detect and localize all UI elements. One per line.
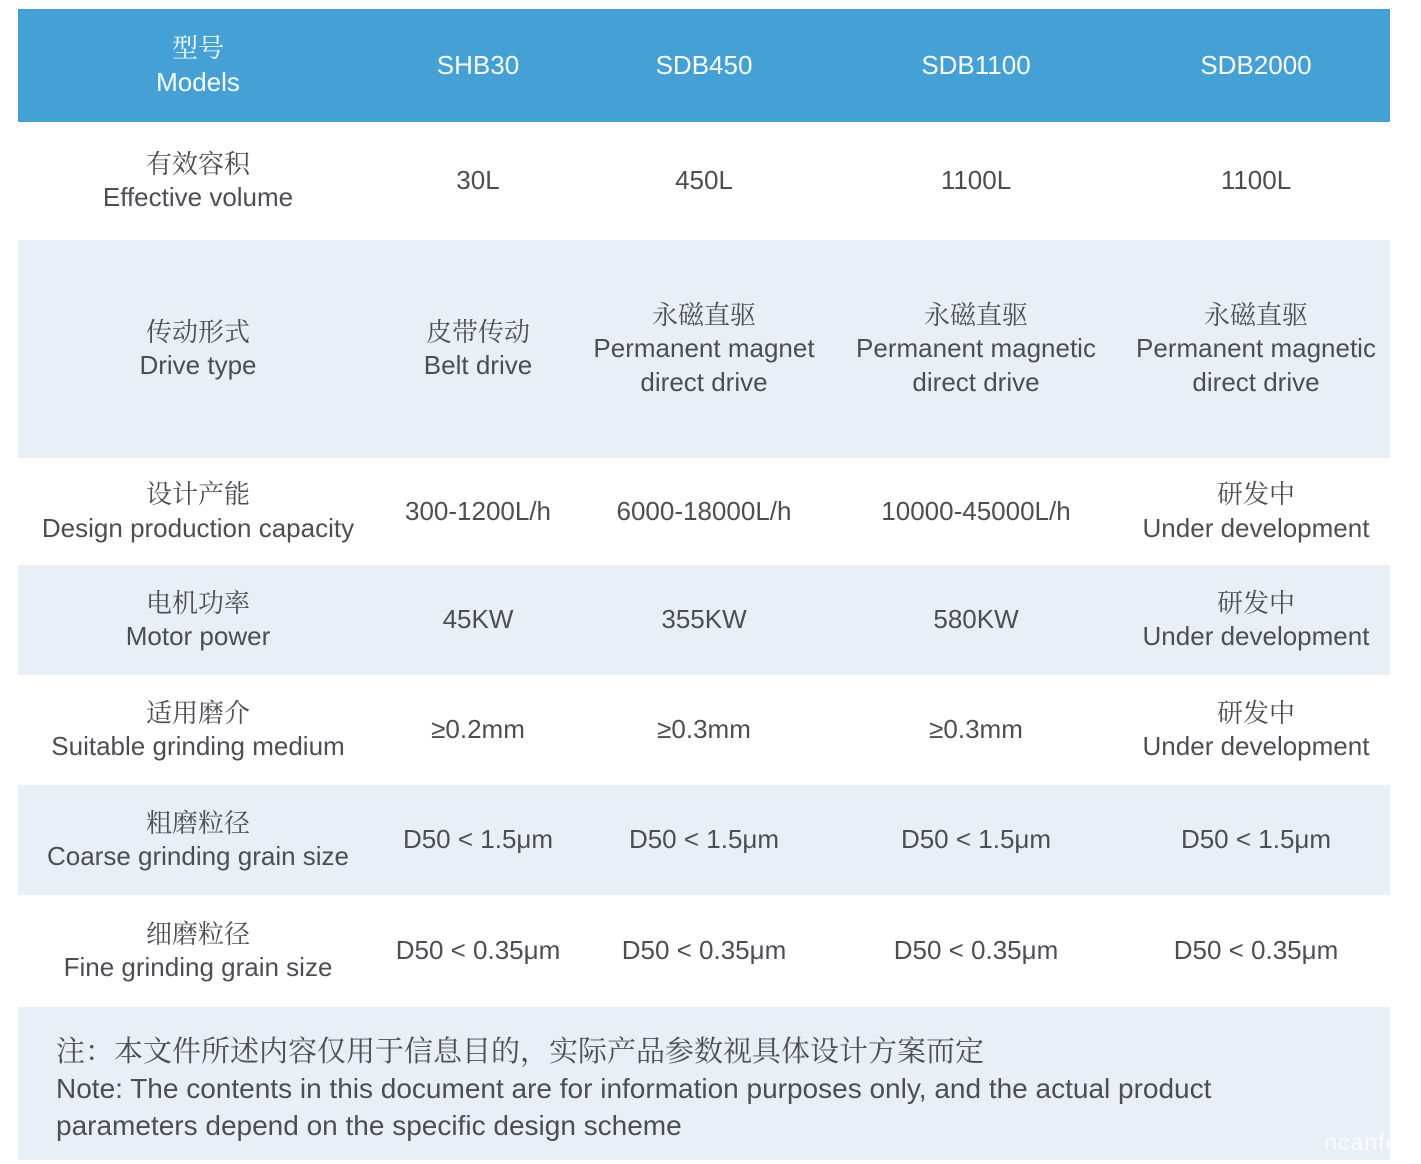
cell-line: D50 < 0.35μm bbox=[395, 935, 561, 966]
cell-value bbox=[830, 240, 1122, 458]
models-header-cell bbox=[18, 9, 378, 122]
row-label-zh: 设计产能 bbox=[145, 479, 250, 510]
table-row-motor-power bbox=[18, 565, 1390, 675]
model-name: SDB2000 bbox=[1200, 49, 1312, 80]
row-label bbox=[18, 565, 378, 675]
cell-value bbox=[1122, 675, 1390, 785]
cell-line: Permanent magnetic direct drive bbox=[856, 333, 1096, 397]
cell-line: 355KW bbox=[661, 604, 747, 635]
cell-line: ≥0.3mm bbox=[657, 714, 751, 745]
models-header-en: Models bbox=[156, 66, 240, 97]
cell-line: 皮带传动 bbox=[425, 316, 530, 347]
row-label-en: Effective volume bbox=[102, 182, 294, 212]
cell-value bbox=[578, 565, 830, 675]
table-row-effective-volume bbox=[18, 122, 1390, 240]
row-label-en: Suitable grinding medium bbox=[51, 731, 345, 761]
cell-line: Under development bbox=[1142, 731, 1370, 761]
cell-value bbox=[1122, 565, 1390, 675]
cell-value bbox=[830, 785, 1122, 895]
row-label bbox=[18, 122, 378, 240]
cell-line: Belt drive bbox=[423, 350, 533, 380]
cell-value bbox=[378, 458, 578, 565]
cell-line: 1100L bbox=[940, 165, 1012, 196]
row-label-en: Fine grinding grain size bbox=[63, 952, 333, 982]
cell-value bbox=[1122, 458, 1390, 565]
cell-value bbox=[378, 895, 578, 1007]
cell-line: 研发中 bbox=[1216, 697, 1295, 728]
models-header-zh: 型号 bbox=[171, 33, 224, 64]
cell-line: 10000-45000L/h bbox=[881, 495, 1071, 526]
model-name: SDB1100 bbox=[921, 49, 1031, 80]
cell-value bbox=[578, 895, 830, 1007]
row-label-zh: 粗磨粒径 bbox=[145, 807, 250, 838]
cell-line: 永磁直驱 bbox=[1203, 300, 1308, 331]
model-name: SDB450 bbox=[655, 49, 753, 80]
row-label-zh: 电机功率 bbox=[145, 587, 250, 618]
cell-line: D50 < 1.5μm bbox=[1180, 824, 1332, 855]
cell-line: 45KW bbox=[442, 604, 514, 635]
cell-value bbox=[1122, 122, 1390, 240]
cell-value bbox=[830, 675, 1122, 785]
row-label bbox=[18, 785, 378, 895]
cell-line: 6000-18000L/h bbox=[616, 495, 792, 526]
note-text-en: Note: The contents in this document are for information purposes only, and the actual product parameters depend on the specific design scheme bbox=[56, 1073, 1212, 1142]
note-band bbox=[18, 1007, 1398, 1160]
cell-value bbox=[378, 240, 578, 458]
cell-value bbox=[578, 675, 830, 785]
cell-line: D50 < 1.5μm bbox=[402, 824, 554, 855]
spec-table bbox=[18, 9, 1398, 1160]
cell-line: 研发中 bbox=[1216, 479, 1295, 510]
cell-line: 30L bbox=[456, 165, 500, 196]
row-label-en: Coarse grinding grain size bbox=[46, 841, 350, 871]
cell-line: D50 < 0.35μm bbox=[621, 935, 787, 966]
table-row-coarse-grain bbox=[18, 785, 1390, 895]
watermark: ncanfc bbox=[1324, 1129, 1398, 1155]
cell-line: Permanent magnet direct drive bbox=[593, 333, 815, 397]
cell-line: ≥0.2mm bbox=[431, 714, 525, 745]
row-label bbox=[18, 675, 378, 785]
cell-line: 1100L bbox=[1220, 165, 1292, 196]
cell-line: 450L bbox=[675, 165, 733, 196]
cell-value bbox=[378, 565, 578, 675]
table-header-row bbox=[18, 9, 1390, 122]
cell-value bbox=[1122, 895, 1390, 1007]
cell-line: Under development bbox=[1142, 512, 1370, 543]
cell-value bbox=[1122, 240, 1390, 458]
table-row-drive-type bbox=[18, 240, 1390, 458]
cell-line: Under development bbox=[1142, 621, 1370, 651]
cell-value bbox=[830, 458, 1122, 565]
row-label bbox=[18, 240, 378, 458]
cell-line: D50 < 0.35μm bbox=[1173, 935, 1339, 966]
cell-line: 永磁直驱 bbox=[923, 300, 1028, 331]
row-label-en: Motor power bbox=[125, 621, 271, 651]
cell-line: 研发中 bbox=[1216, 587, 1295, 618]
cell-line: 580KW bbox=[933, 604, 1019, 635]
cell-line: ≥0.3mm bbox=[929, 714, 1023, 745]
model-header-sdb450 bbox=[578, 9, 830, 122]
model-header-sdb1100 bbox=[830, 9, 1122, 122]
cell-line: 300-1200L/h bbox=[404, 495, 552, 526]
cell-value bbox=[830, 565, 1122, 675]
row-label bbox=[18, 895, 378, 1007]
note-text-zh: 注：本文件所述内容仅用于信息目的，实际产品参数视具体设计方案而定 bbox=[56, 1036, 985, 1068]
model-header-sdb2000 bbox=[1122, 9, 1390, 122]
cell-value bbox=[830, 122, 1122, 240]
cell-value bbox=[578, 240, 830, 458]
row-label-en: Design production capacity bbox=[41, 512, 355, 543]
row-label bbox=[18, 458, 378, 565]
row-label-zh: 有效容积 bbox=[145, 148, 250, 179]
cell-value bbox=[378, 785, 578, 895]
row-label-zh: 细磨粒径 bbox=[145, 918, 250, 949]
cell-line: D50 < 1.5μm bbox=[900, 824, 1052, 855]
cell-value bbox=[578, 458, 830, 565]
cell-value bbox=[378, 122, 578, 240]
table-row-design-capacity bbox=[18, 458, 1390, 565]
model-header-shb30 bbox=[378, 9, 578, 122]
cell-value bbox=[578, 122, 830, 240]
cell-line: 永磁直驱 bbox=[651, 300, 756, 331]
row-label-en: Drive type bbox=[139, 350, 257, 380]
row-label-zh: 适用磨介 bbox=[145, 697, 250, 728]
table-row-grinding-medium bbox=[18, 675, 1390, 785]
cell-value bbox=[1122, 785, 1390, 895]
cell-value bbox=[830, 895, 1122, 1007]
cell-line: Permanent magnetic direct drive bbox=[1136, 333, 1376, 397]
table-row-fine-grain bbox=[18, 895, 1390, 1007]
cell-value bbox=[578, 785, 830, 895]
model-name: SHB30 bbox=[436, 49, 520, 80]
row-label-zh: 传动形式 bbox=[145, 316, 250, 347]
cell-value bbox=[378, 675, 578, 785]
cell-line: D50 < 0.35μm bbox=[893, 935, 1059, 966]
cell-line: D50 < 1.5μm bbox=[628, 824, 780, 855]
